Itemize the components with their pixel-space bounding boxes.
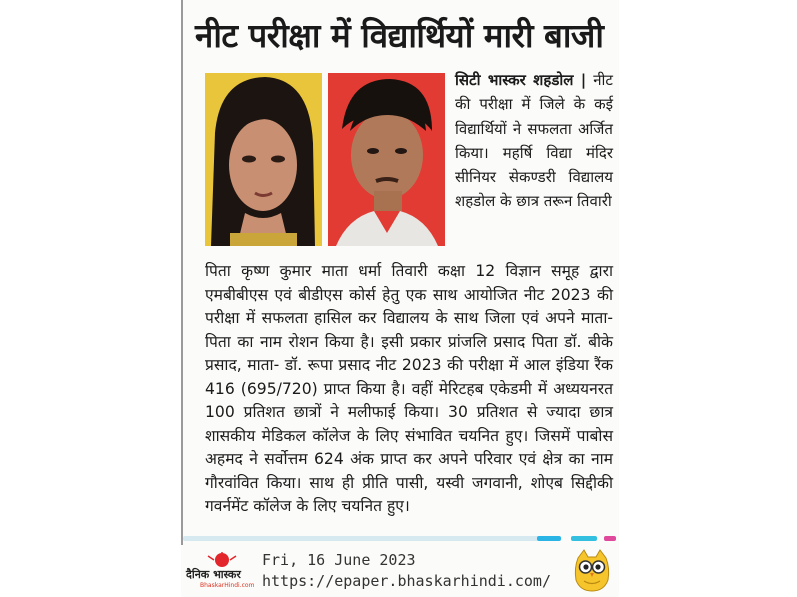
side-column-text xyxy=(455,68,613,214)
publish-date: Fri, 16 June 2023 xyxy=(262,551,416,569)
owl-mascot-icon xyxy=(572,548,612,592)
dateline: सिटी भास्कर शहडोल | xyxy=(455,71,587,89)
brand-website: BhaskarHindi.com xyxy=(200,582,255,589)
footer-strip-mid xyxy=(571,536,597,541)
student-photo-female xyxy=(205,73,322,246)
headline: नीट परीक्षा में विद्यार्थियों मारी बाजी xyxy=(195,16,604,55)
footer-strip-light xyxy=(183,536,555,541)
epaper-url[interactable]: https://epaper.bhaskarhindi.com/ xyxy=(262,572,551,590)
body-paragraph: पिता कृष्ण कुमार माता धर्मा तिवारी कक्षा 12 विज्ञान समूह द्वारा एमबीबीएस एवं बीडीएस कोर्स हेतु एक साथ आयोजित नीट 2023 की परीक्षा में सफलता हासिल कर विद्यालय के साथ जिला एवं अपने माता-पिता का नाम रोशन किया है। इसी प्रकार प्रांजलि प्रसाद पिता डॉ. बीके प्रसाद, माता- डॉ. रूपा प्रसाद नीट 2023 की परीक्षा में आल इंडिया रैंक 416 (695/720) प्राप्त किया है। वहीं मेरिटहब एकेडमी में अध्ययनरत 100 प्रतिशत छात्रों ने मलीफाई किया। 30 प्रतिशत से ज्यादा छात्र शासकीय मेडिकल कॉलेज के लिए संभावित चयनित हुए। जिसमें पाबोस अहमद ने सर्वोत्तम 624 अंक प्राप्त कर अपने परिवार एवं क्षेत्र का नाम गौरवांवित किया। साथ ही प्रीति पासी, यस्वी जगवानी, शोएब सिद्दीकी गवर्नमेंट कॉलेज के लिए चयनित हुए। xyxy=(205,262,613,515)
side-paragraph: नीट की परीक्षा में जिले के कई विद्यार्थियों ने सफलता अर्जित किया। महर्षि विद्या मंदिर सीनियर सेकण्डरी विद्यालय शहडोल के छात्र तरून तिवारी xyxy=(455,71,613,211)
column-divider xyxy=(181,0,183,545)
brand-name: दैनिक भास्कर xyxy=(186,568,241,581)
student-photo-male xyxy=(328,73,445,246)
footer-strip-cyan xyxy=(537,536,561,541)
footer-strip-magenta xyxy=(604,536,616,541)
